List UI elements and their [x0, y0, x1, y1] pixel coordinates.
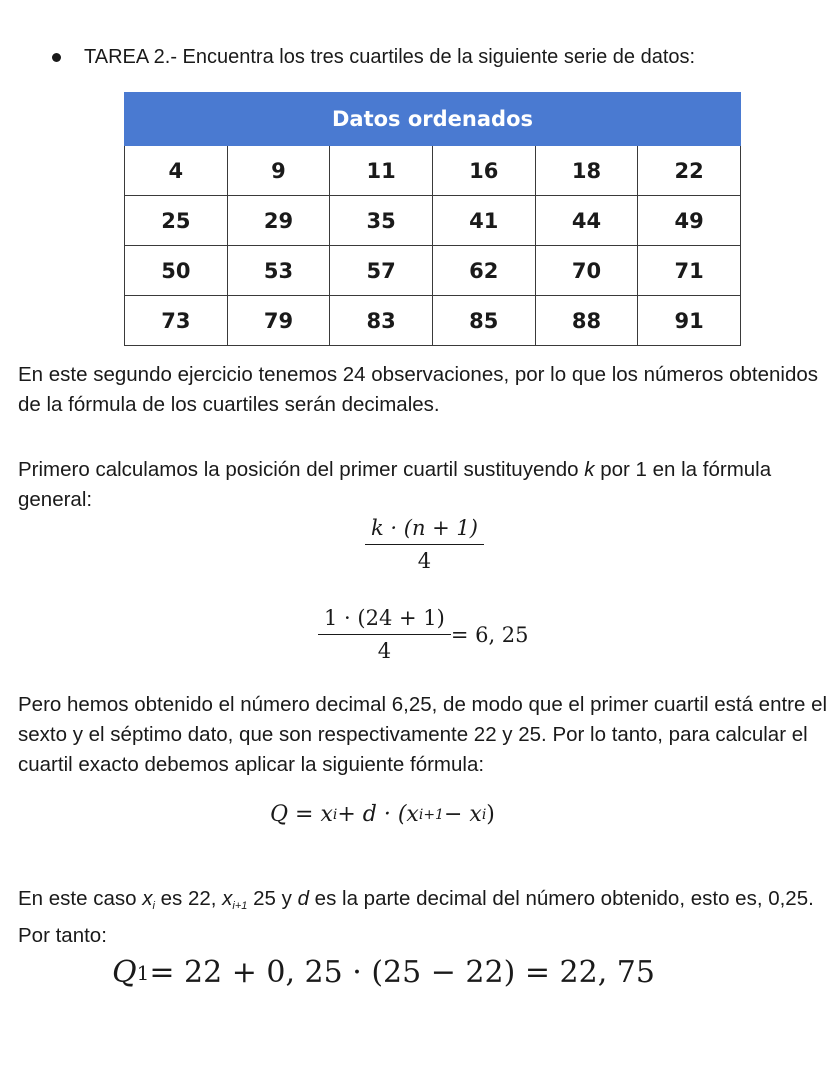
- table-cell: 11: [330, 146, 433, 196]
- general-formula-denominator: 4: [417, 549, 432, 573]
- substituted-formula: [318, 606, 529, 663]
- table-cell: 79: [227, 296, 330, 346]
- first-quartile-result: Q 1 = 22 + 0, 25 · (25 − 22) = 22, 75: [112, 955, 655, 990]
- table-row: [125, 196, 741, 246]
- table-cell: 53: [227, 246, 330, 296]
- table-cell: 22: [638, 146, 741, 196]
- bullet-icon: [52, 53, 61, 62]
- table-cell: 83: [330, 296, 433, 346]
- interpolation-formula: Q = x i + d · (x i+1 − x i ): [270, 802, 495, 827]
- table-cell: 16: [432, 146, 535, 196]
- paragraph-first-quartile: Primero calculamos la posición del primer cuartil sustituyendo k por 1 en la fórmula general:: [18, 458, 772, 511]
- paragraph-case-values: En este caso xi es 22, xi+1 25 y d es la parte decimal del número obtenido, esto es, 0,25. Por tanto:: [18, 887, 814, 947]
- table-cell: 29: [227, 196, 330, 246]
- substituted-denominator: 4: [377, 639, 392, 663]
- table-cell: 25: [125, 196, 228, 246]
- data-table: [124, 92, 741, 346]
- paragraph-decimal-position: Pero hemos obtenido el número decimal 6,25, de modo que el primer cuartil está entre el sexto y el séptimo dato, que son respectivamente 22 y 25. Por lo tanto, para calcular el cuartil exacto debemos aplicar la siguiente fórmula:: [18, 693, 828, 776]
- table-cell: 73: [125, 296, 228, 346]
- table-cell: 85: [432, 296, 535, 346]
- table-cell: 49: [638, 196, 741, 246]
- table-row: [125, 296, 741, 346]
- table-cell: 9: [227, 146, 330, 196]
- table-cell: 91: [638, 296, 741, 346]
- table-cell: 71: [638, 246, 741, 296]
- general-formula-numerator: k · (n + 1): [365, 516, 484, 545]
- table-cell: 4: [125, 146, 228, 196]
- substituted-numerator: 1 · (24 + 1): [318, 606, 451, 635]
- table-row: [125, 246, 741, 296]
- table-cell: 35: [330, 196, 433, 246]
- task-heading: [52, 46, 695, 69]
- table-cell: 41: [432, 196, 535, 246]
- table-row: [125, 146, 741, 196]
- table-cell: 44: [535, 196, 638, 246]
- table-header: Datos ordenados: [125, 93, 741, 146]
- table-cell: 57: [330, 246, 433, 296]
- paragraph-observations: En este segundo ejercicio tenemos 24 observaciones, por lo que los números obtenidos de la fórmula de los cuartiles serán decimales.: [18, 363, 818, 416]
- table-cell: 70: [535, 246, 638, 296]
- task-text: TAREA 2.- Encuentra los tres cuartiles de la siguiente serie de datos:: [84, 46, 696, 68]
- table-cell: 18: [535, 146, 638, 196]
- table-cell: 50: [125, 246, 228, 296]
- general-formula: [365, 516, 484, 573]
- table-cell: 62: [432, 246, 535, 296]
- substituted-result: = 6, 25: [450, 622, 529, 647]
- table-cell: 88: [535, 296, 638, 346]
